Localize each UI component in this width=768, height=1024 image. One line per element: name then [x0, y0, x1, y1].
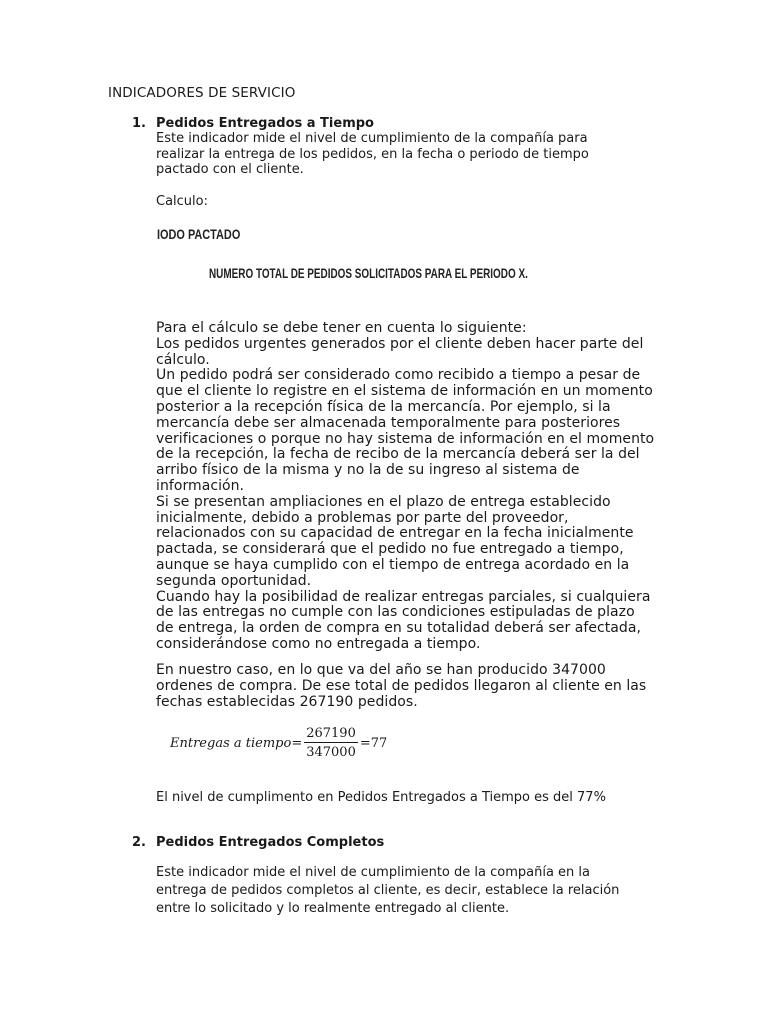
document-title: INDICADORES DE SERVICIO — [108, 85, 296, 101]
formula-image-fragment: IODO PACTADO — [157, 226, 241, 242]
case-description: En nuestro caso, en lo que va del año se han producido 347000 ordenes de compra. De ese total de pedidos llegaron al cliente en las fechas establecidas 267190 pedidos. — [156, 662, 647, 710]
section-1-number: 1. — [132, 116, 146, 131]
formula-equals: = — [291, 735, 303, 751]
formula-equals-2: = — [359, 735, 371, 751]
formula-result: 77 — [370, 735, 388, 751]
formula-numerator: 267190 — [306, 726, 356, 741]
formula-denominator: 347000 — [306, 745, 356, 760]
section-1-intro: Este indicador mide el nivel de cumplimiento de la compañía para realizar la entrega de los pedidos, en la fecha o periodo de tiempo pactado con el cliente. — [156, 131, 589, 177]
on-time-formula — [170, 726, 387, 760]
section-1-conclusion: El nivel de cumplimento en Pedidos Entregados a Tiempo es del 77% — [156, 790, 606, 805]
section-1-heading: Pedidos Entregados a Tiempo — [156, 116, 374, 131]
section-2-intro: Este indicador mide el nivel de cumplimiento de la compañía en la entrega de pedidos completos al cliente, es decir, establece la relación entre lo solicitado y lo realmente entregado al cliente. — [156, 865, 620, 916]
section-2-number: 2. — [132, 835, 146, 850]
formula-lhs: Entregas a tiempo — [170, 735, 292, 751]
calculation-considerations: Para el cálculo se debe tener en cuenta lo siguiente: Los pedidos urgentes generados por el cliente deben hacer parte del cálculo. Un pedido podrá ser considerado como recibido a tiempo a pesar de que el cliente lo registre en el sistema de información en un momento posterior a la recepción física de la mercancía. Por ejemplo, si la mercancía debe ser almacenada temporalmente para posteriores verificaciones o porque no hay sistema de información en el momento de la recepción, la fecha de recibo de la mercancía deberá ser la del arribo físico de la misma y no la de su ingreso al sistema de información. Si se presentan ampliaciones en el plazo de entrega establecido inicialmente, debido a problemas por parte del proveedor, relacionados con su capacidad de entregar en la fecha inicialmente pactada, se considerará que el pedido no fue entregado a tiempo, aunque se haya cumplido con el tiempo de entrega acordado en la segunda oportunidad. Cuando hay la posibilidad de realizar entregas parciales, si cualquiera de las entregas no cumple con las condiciones estipuladas de plazo de entrega, la orden de compra en su totalidad deberá ser afectada, considerándose como no entregada a tiempo. — [156, 320, 655, 652]
formula-image-denominator-text: NUMERO TOTAL DE PEDIDOS SOLICITADOS PARA EL PERIODO X. — [209, 265, 528, 281]
calculo-label: Calculo: — [156, 194, 208, 209]
formula-fraction — [304, 726, 358, 760]
section-2-heading: Pedidos Entregados Completos — [156, 835, 385, 850]
